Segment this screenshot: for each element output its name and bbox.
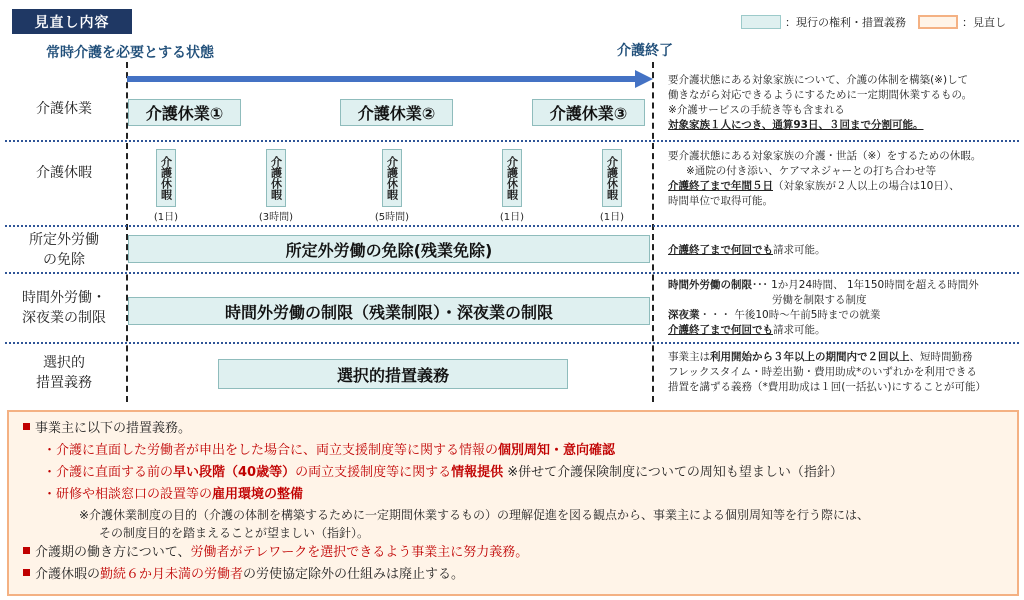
limit-note-emphasis: 深夜業 — [668, 309, 700, 321]
kyuka-caption: (3時間) — [258, 212, 294, 223]
legend-current-label: ：現行の権利・措置義務 — [785, 16, 906, 29]
kyuka-caption: (1日) — [499, 212, 525, 223]
summary-bullet — [23, 542, 1003, 564]
end-state-label: 介護終了 — [617, 43, 673, 59]
kyuka-note — [668, 149, 1020, 209]
summary-emphasis: 個別周知・意向確認 — [498, 443, 616, 458]
row-label-kyuka: 介護休暇 — [36, 165, 92, 181]
summary-sub-item — [23, 440, 1003, 462]
kyuka-note-line: 時間単位で取得可能。 — [668, 195, 773, 207]
row-separator — [5, 342, 1019, 344]
summary-text: ・介護に直面する前の — [43, 465, 174, 480]
kyuka-box: 介護休暇 — [602, 149, 622, 207]
kyuka-box: 介護休暇 — [502, 149, 522, 207]
summary-text: 介護期の働き方について、 — [35, 545, 191, 560]
leave-note-line: 働きながら対応できるようにするために一定期間休業するもの。 — [668, 89, 973, 101]
summary-text: 事業主に以下の措置義務。 — [35, 421, 192, 436]
overtime-note — [668, 243, 1020, 258]
summary-note: その制度目的を踏まえることが望ましい（指針）。 — [99, 526, 370, 540]
row-label-limit: 時間外労働・ 深夜業の制限 — [22, 290, 106, 326]
summary-text: の労使協定除外の仕組みは廃止する。 — [243, 567, 465, 582]
limit-note-line: 労働を制限する制度 — [772, 294, 867, 306]
select-note-text: 、短時間勤務 — [909, 351, 973, 363]
row-separator — [5, 272, 1019, 274]
select-note-emphasis: 利用開始から３年以上の期間内で２回以上 — [710, 351, 910, 363]
kyuka-note-emphasis: 介護終了まで年間５日 — [668, 180, 773, 192]
limit-note-emphasis: 時間外労働の制限 — [668, 279, 752, 291]
row-label-overtime: 所定外労働 の免除 — [29, 232, 99, 268]
summary-text: 介護休暇の — [35, 567, 101, 582]
square-bullet-icon — [23, 423, 30, 430]
summary-text: ・研修や相談窓口の設置等の — [43, 487, 213, 502]
select-note-line: 措置を講ずる義務（*費用助成は１回(一括払い)にすることが可能） — [668, 381, 986, 393]
overtime-note-text: 請求可能。 — [773, 244, 826, 256]
row-separator — [5, 140, 1019, 142]
overtime-note-emphasis: 介護終了まで何回でも — [668, 244, 773, 256]
leave-note-line: 要介護状態にある対象家族について、介護の体制を構築(※)して — [668, 74, 969, 86]
overtime-exemption-box: 所定外労働の免除(残業免除) — [128, 235, 650, 263]
start-state-label: 常時介護を必要とする状態 — [46, 45, 214, 61]
leave-note-emphasis: 対象家族１人につき、通算93日、３回まで分割可能。 — [668, 119, 924, 131]
limit-note-emphasis: 介護終了まで何回でも — [668, 324, 773, 336]
leave-box-2: 介護休業② — [340, 99, 453, 126]
revision-summary-box — [7, 410, 1019, 596]
legend-review-swatch — [918, 15, 958, 29]
end-dashed-line — [652, 62, 654, 402]
kyuka-box: 介護休暇 — [266, 149, 286, 207]
leave-box-1: 介護休業① — [128, 99, 241, 126]
summary-bullet — [23, 418, 1003, 440]
select-note-text: 事業主は — [668, 351, 710, 363]
summary-emphasis: 雇用環境の整備 — [212, 487, 304, 502]
kyuka-box: 介護休暇 — [156, 149, 176, 207]
leave-note — [668, 73, 1020, 133]
kyuka-caption: (1日) — [599, 212, 625, 223]
summary-text: ※併せて介護保険制度についての周知も望ましい（指針） — [503, 465, 843, 480]
leave-box-3: 介護休業③ — [532, 99, 645, 126]
kyuka-box: 介護休暇 — [382, 149, 402, 207]
timeline-arrow — [127, 70, 653, 88]
summary-emphasis: 情報提供 — [451, 465, 504, 480]
kyuka-note-text: （対象家族が２人以上の場合は10日）、 — [773, 180, 960, 192]
limit-note-text: ・・・ 午後10時～午前5時までの就業 — [699, 309, 881, 321]
summary-text: ・介護に直面した労働者が申出をした場合に、両立支援制度等に関する情報の — [43, 443, 499, 458]
selective-measures-box: 選択的措置義務 — [218, 359, 568, 389]
summary-sub-item — [23, 484, 1003, 506]
kyuka-note-line: ※通院の付き添い、ケアマネジャーとの打ち合わせ等 — [686, 165, 937, 177]
summary-emphasis: 勤続６か月未満の労働者 — [100, 567, 244, 582]
row-separator — [5, 225, 1019, 227]
kyuka-note-line: 要介護状態にある対象家族の介護・世話（※）をするための休暇。 — [668, 150, 982, 162]
legend-review-label: ：見直し — [962, 16, 1006, 29]
summary-sub-item — [23, 462, 1003, 484]
select-note — [668, 350, 1020, 395]
summary-emphasis: 早い段階（40歳等） — [173, 465, 296, 480]
summary-bullet — [23, 564, 1003, 586]
select-note-line: フレックスタイム・時差出勤・費用助成*のいずれかを利用できる — [668, 366, 977, 378]
limit-note-text: 請求可能。 — [773, 324, 826, 336]
kyuka-caption: (5時間) — [374, 212, 410, 223]
summary-emphasis: 労働者がテレワークを選択できるよう事業主に努力義務。 — [190, 545, 529, 560]
overtime-limit-box: 時間外労働の制限（残業制限）・深夜業の制限 — [128, 297, 650, 325]
legend-current — [741, 14, 906, 30]
limit-note-text: ･･･ 1か月24時間、 1年150時間を超える時間外 — [752, 279, 979, 291]
legend-review — [918, 14, 1006, 30]
limit-note — [668, 278, 1020, 338]
summary-text: の両立支援制度等に関する — [295, 465, 452, 480]
leave-note-line: ※介護サービスの手続き等も含まれる — [668, 104, 845, 116]
square-bullet-icon — [23, 569, 30, 576]
square-bullet-icon — [23, 547, 30, 554]
kyuka-caption: (1日) — [153, 212, 179, 223]
page-title: 見直し内容 — [12, 9, 132, 34]
row-label-select: 選択的 措置義務 — [36, 355, 92, 391]
summary-note: ※介護休業制度の目的（介護の体制を構築するために一定期間休業するもの）の理解促進を図る観点から、事業主による個別周知等を行う際には、 — [79, 508, 870, 522]
kyuka-note-line — [668, 179, 1020, 194]
legend-current-swatch — [741, 15, 781, 29]
row-label-leave: 介護休業 — [36, 101, 92, 117]
